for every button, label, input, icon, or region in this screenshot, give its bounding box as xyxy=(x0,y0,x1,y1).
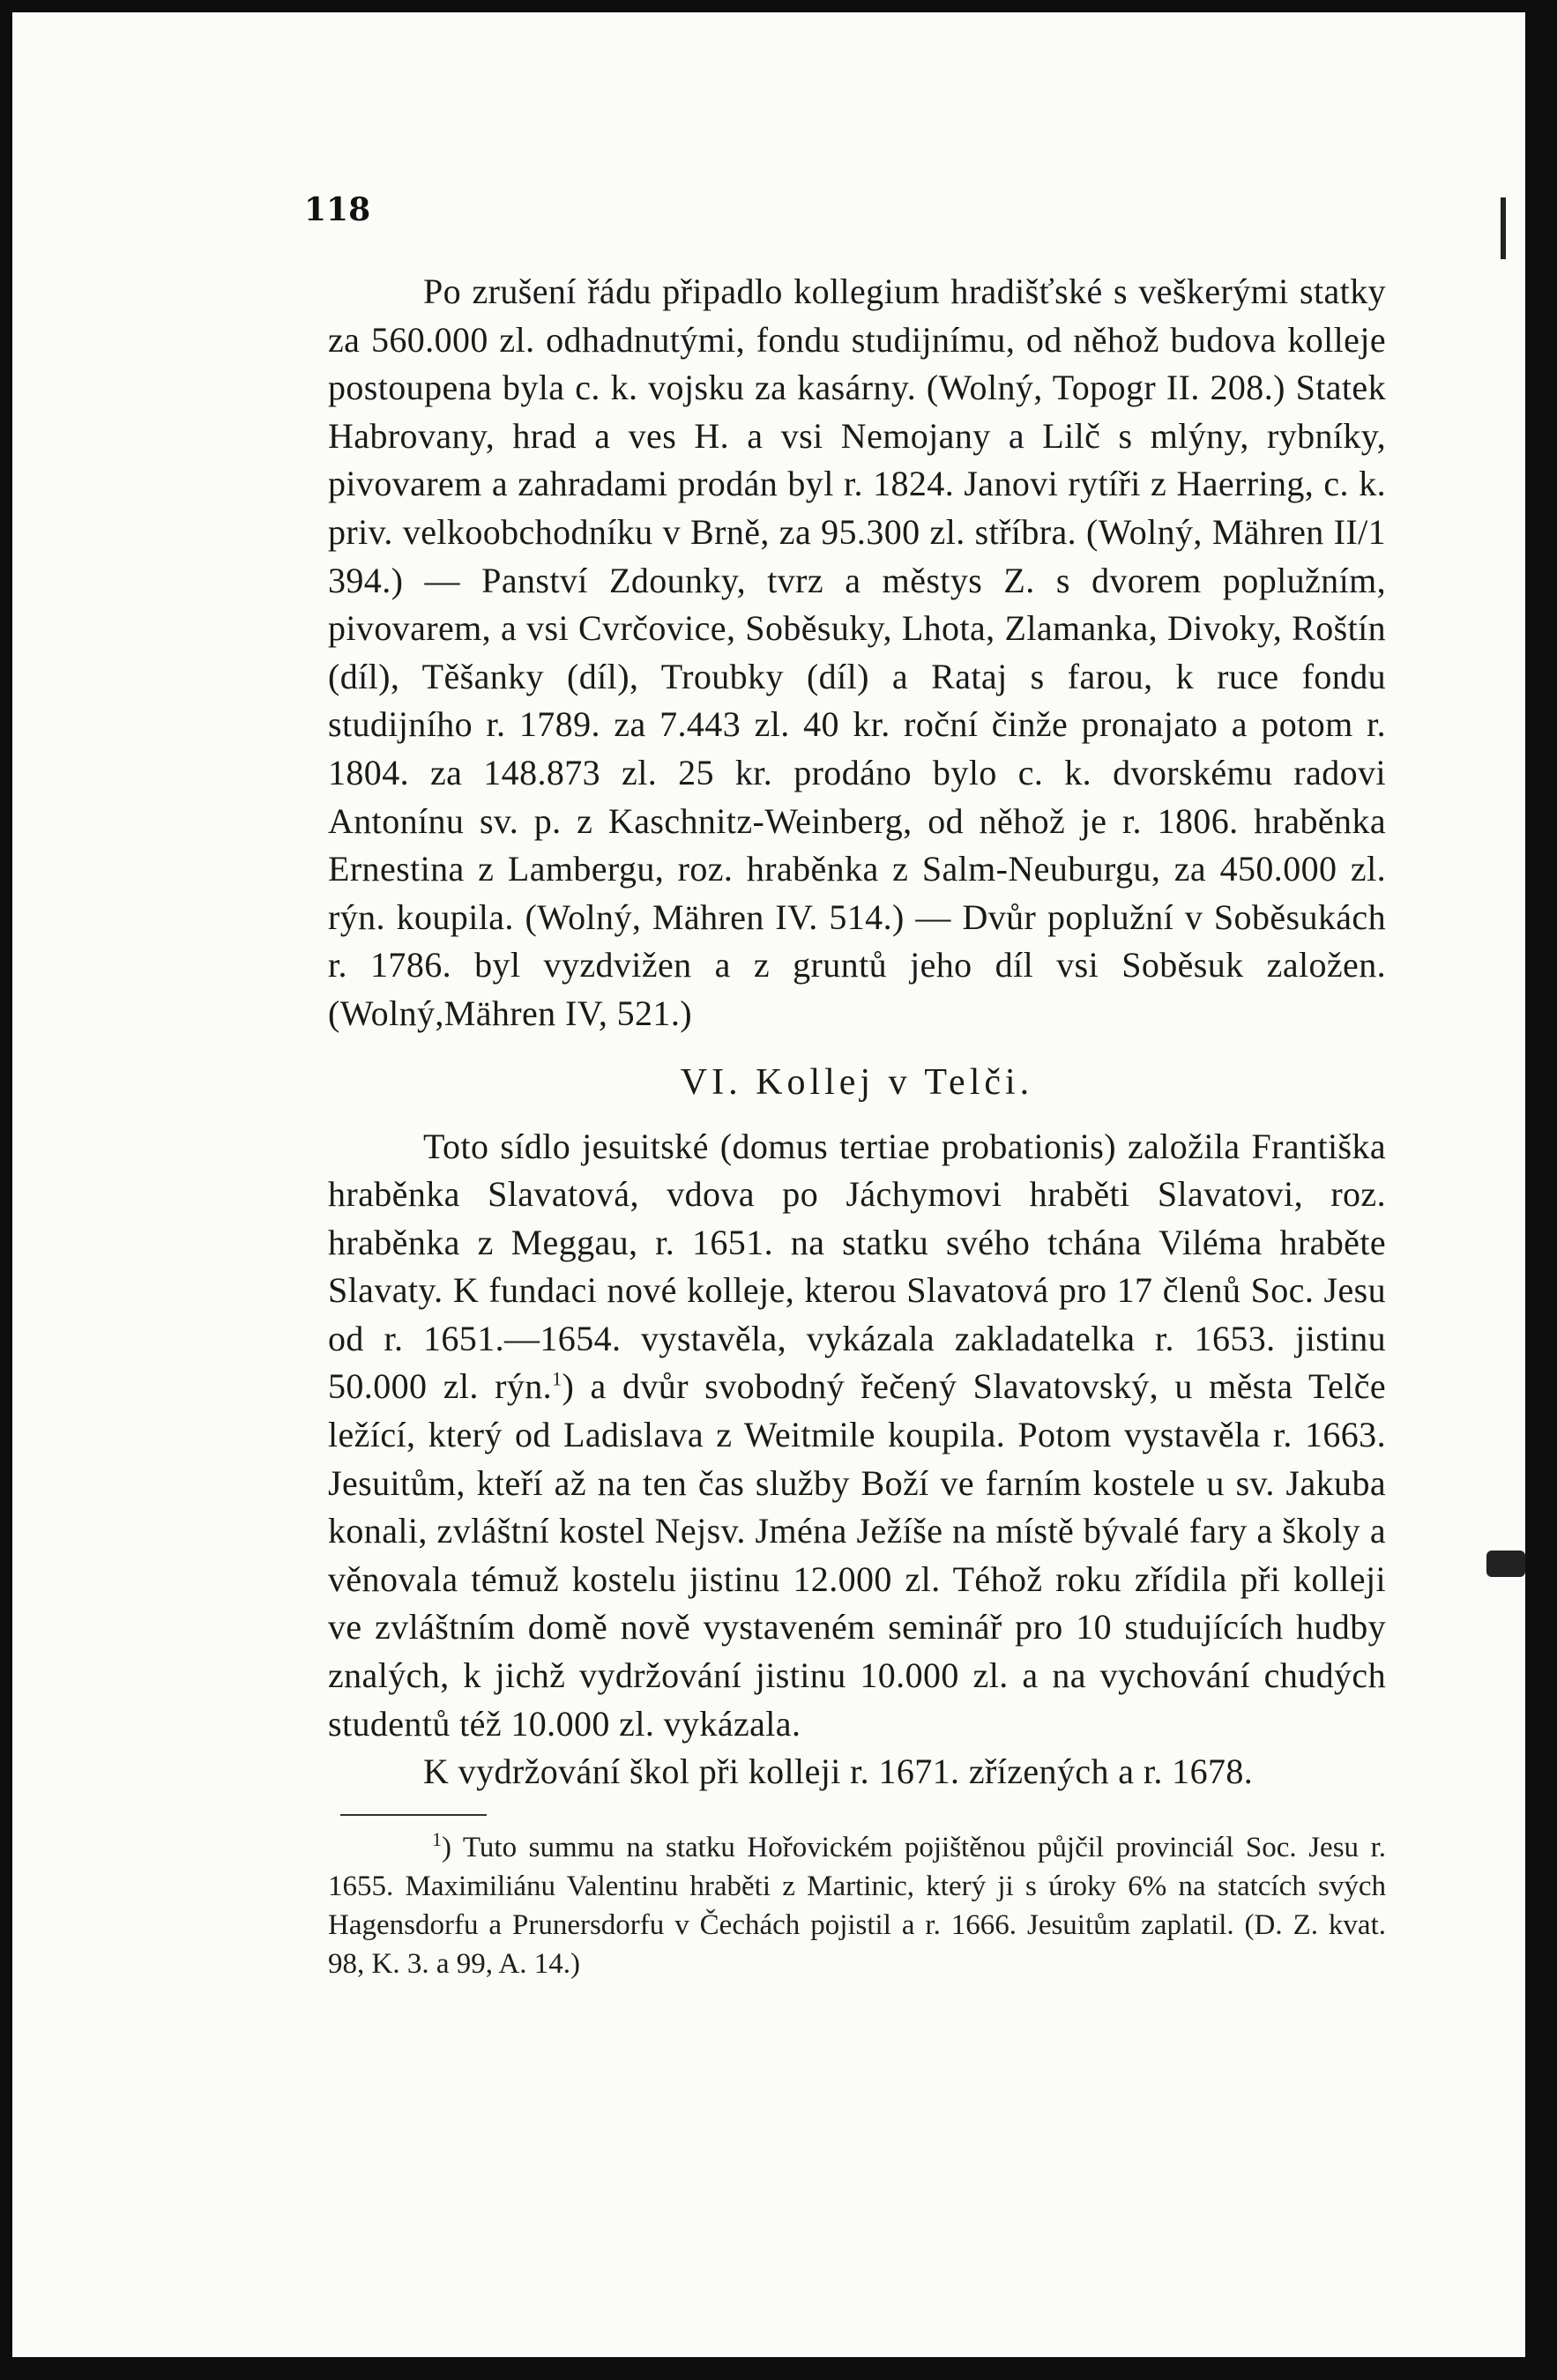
scan-artifact-middle-right xyxy=(1486,1551,1525,1577)
paragraph-1: Po zrušení řádu připadlo kollegium hradišťské s veškerými statky za 560.000 zl. odhadnutými, fondu studijnímu, od něhož budova kolleje postoupena byla c. k. vojsku za kasárny. (Wolný, Topogr II. 208.) Statek Habrovany, hrad a ves H. a vsi Nemojany a Lilč s mlýny, rybníky, pivovarem a zahradami prodán byl r. 1824. Janovi rytíři z Haerring, c. k. priv. velkoobchodníku v Brně, za 95.300 zl. stříbra. (Wolný, Mähren II/1 394.) — Panství Zdounky, tvrz a městys Z. s dvorem poplužním, pivovarem, a vsi Cvrčovice, Soběsuky, Lhota, Zlamanka, Divoky, Roštín (díl), Těšanky (díl), Troubky (díl) a Rataj s farou, k ruce fondu studijního r. 1789. za 7.443 zl. 40 kr. roční činže pronajato a potom r. 1804. za 148.873 zl. 25 kr. prodáno bylo c. k. dvorskému radovi Antonínu sv. p. z Kaschnitz-Weinberg, od něhož je r. 1806. hraběnka Ernestina z Lambergu, roz. hraběnka z Salm-Neuburgu, za 450.000 zl. rýn. koupila. (Wolný, Mähren IV. 514.) — Dvůr poplužní v Soběsukách r. 1786. byl vyzdvižen a z gruntů jeho díl vsi Soběsuk založen. (Wolný,Mähren IV, 521.) xyxy=(328,271,1386,1033)
footnote-reference: 1 xyxy=(552,1368,562,1391)
paragraph-2-text-b: ) a dvůr svobodný řečený Slavatovský, u města Telče ležící, který od Ladislava z Weitmile koupila. Potom vystavěla r. 1663. Jesuitům, kteří až na ten čas služby Boží ve farním kostele u sv. Jakuba konali, zvláštní kostel Nejsv. Jména Ježíše na místě bývalé fary a školy a věnovala témuž kostelu jistinu 12.000 zl. Téhož roku zřídila při kolleji ve zvláštním domě nově vystaveném seminář pro 10 studujících hudby znalých, k jichž vydržování jistinu 10.000 zl. a na vychování chudých studentů též 10.000 zl. vykázala. xyxy=(328,1366,1387,1744)
paragraph-3: K vydržování škol při kolleji r. 1671. zřízených a r. 1678. xyxy=(423,1752,1254,1792)
page-number: 118 xyxy=(304,191,371,228)
footnote-text: ) Tuto summu na statku Hořovickém pojištěnou půjčil provinciál Soc. Jesu r. 1655. Maximiliánu Valentinu hraběti z Martinic, který ji s úroky 6% na statcích svých Hagensdorfu a Prunersdorfu v Čechách pojistil a r. 1666. Jesuitům zaplatil. (D. Z. kvat. 98, K. 3. a 99, A. 14.) xyxy=(328,1831,1386,1980)
footnote-divider xyxy=(340,1814,487,1816)
paragraph-2-text-a: Toto sídlo jesuitské (domus tertiae probationis) založila Františka hraběnka Slavatová, vdova po Jáchymovi hraběti Slavatovi, roz. hraběnka z Meggau, r. 1651. na statku svého tchána Viléma hraběte Slavaty. K fundaci nové kolleje, kterou Slavatová pro 17 členů Soc. Jesu od r. 1651.—1654. vystavěla, vykázala zakladatelka r. 1653. jistinu 50.000 zl. rýn. xyxy=(328,1126,1386,1407)
book-page xyxy=(12,12,1525,2357)
section-heading: VI. Kollej v Telči. xyxy=(680,1061,1034,1103)
footnote-marker: 1 xyxy=(432,1827,442,1850)
page-body xyxy=(328,268,1386,1983)
scan-artifact-top-right xyxy=(1501,197,1506,259)
paragraph-2 xyxy=(328,1123,1386,1749)
footnote xyxy=(328,1828,1386,1983)
